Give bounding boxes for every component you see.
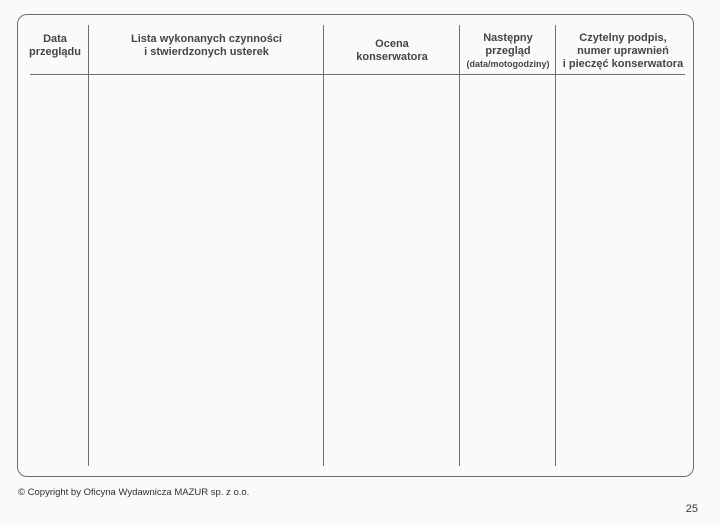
column-divider-3 [459, 25, 460, 466]
column-header-activities-list [90, 33, 323, 59]
column-header-line: Następny [483, 32, 533, 44]
column-header-line: Data [43, 33, 67, 45]
column-header-line: konserwatora [356, 51, 428, 63]
column-header-signature-stamp [557, 32, 689, 71]
column-header-line: i stwierdzonych usterek [144, 46, 269, 58]
column-header-line: przeglądu [29, 46, 81, 58]
column-header-maintainer-assessment [325, 38, 459, 64]
column-divider-1 [88, 25, 89, 466]
column-header-inspection-date [22, 33, 88, 59]
column-header-line: Ocena [375, 38, 409, 50]
column-header-line: Czytelny podpis, [579, 32, 667, 44]
column-divider-2 [323, 25, 324, 466]
column-header-line: Lista wykonanych czynności [131, 33, 282, 45]
copyright-notice: © Copyright by Oficyna Wydawnicza MAZUR sp. z o.o. [18, 487, 250, 498]
column-header-subline: (data/motogodziny) [466, 59, 550, 69]
header-rule [30, 74, 685, 75]
column-header-line: i pieczęć konserwatora [562, 58, 684, 70]
page-number: 25 [685, 503, 698, 515]
column-header-next-inspection [461, 32, 555, 70]
inspection-log-table [17, 14, 694, 477]
column-header-line: przegląd [485, 45, 531, 57]
column-header-line: numer uprawnień [577, 45, 669, 57]
column-divider-4 [555, 25, 556, 466]
